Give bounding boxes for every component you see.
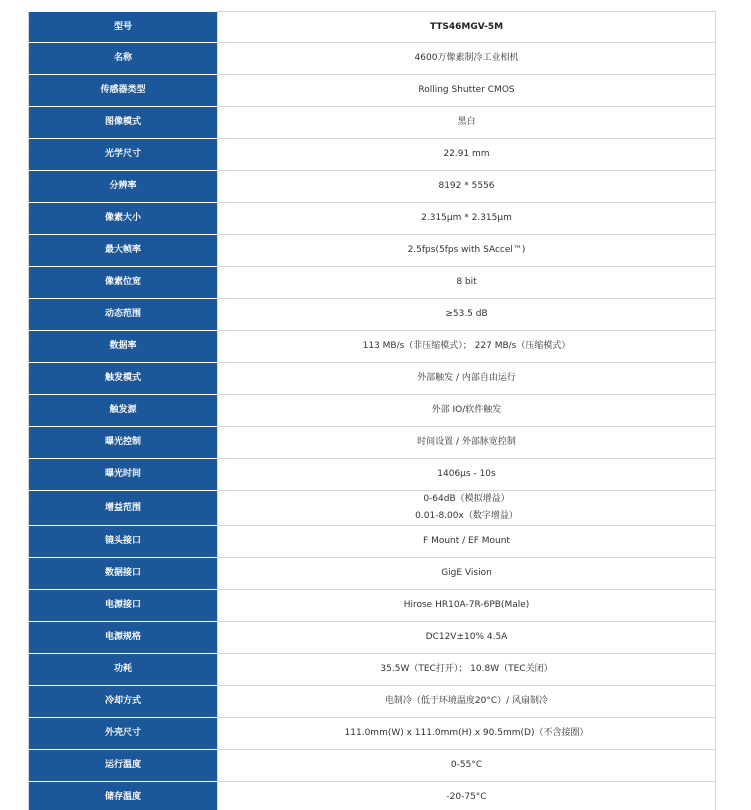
spec-value <box>218 363 716 395</box>
spec-row <box>29 622 716 654</box>
spec-value <box>218 203 716 235</box>
spec-value <box>218 459 716 491</box>
spec-row <box>29 491 716 526</box>
spec-table <box>28 11 716 810</box>
spec-value <box>218 526 716 558</box>
spec-label: 外壳尺寸 <box>29 718 218 750</box>
spec-label: 型号 <box>29 12 218 43</box>
spec-label: 最大帧率 <box>29 235 218 267</box>
spec-row <box>29 331 716 363</box>
spec-value-line: 111.0mm(W) x 111.0mm(H) x 90.5mm(D)（不含接圈） <box>344 728 589 738</box>
spec-value <box>218 491 716 526</box>
spec-value <box>218 299 716 331</box>
spec-value <box>218 395 716 427</box>
spec-row <box>29 750 716 782</box>
spec-value-line: 时间设置 / 外部脉宽控制 <box>417 437 516 447</box>
spec-row <box>29 590 716 622</box>
spec-row <box>29 299 716 331</box>
spec-label: 曝光时间 <box>29 459 218 491</box>
spec-value-line: -20-75°C <box>446 792 487 802</box>
spec-row <box>29 107 716 139</box>
spec-value-line: 黑白 <box>457 117 476 127</box>
spec-value-line: 外部触发 / 内部自由运行 <box>417 373 516 383</box>
spec-value-line: 113 MB/s（非压缩模式）； 227 MB/s（压缩模式） <box>362 341 571 351</box>
spec-label: 触发模式 <box>29 363 218 395</box>
spec-value-line: F Mount / EF Mount <box>423 536 510 546</box>
spec-value <box>218 139 716 171</box>
spec-row <box>29 363 716 395</box>
spec-label: 触发源 <box>29 395 218 427</box>
spec-row <box>29 459 716 491</box>
spec-row <box>29 235 716 267</box>
spec-label: 分辨率 <box>29 171 218 203</box>
spec-value <box>218 750 716 782</box>
spec-value <box>218 171 716 203</box>
spec-value-line: 0.01-8.00x（数字增益） <box>415 511 518 521</box>
spec-label: 功耗 <box>29 654 218 686</box>
spec-value-line: TTS46MGV-5M <box>429 21 504 32</box>
spec-row <box>29 267 716 299</box>
spec-label: 名称 <box>29 43 218 75</box>
spec-table-body <box>29 12 716 810</box>
spec-value <box>218 782 716 810</box>
spec-value <box>218 235 716 267</box>
spec-row <box>29 75 716 107</box>
spec-row <box>29 203 716 235</box>
spec-value <box>218 558 716 590</box>
spec-label: 数据率 <box>29 331 218 363</box>
spec-value-line: 8 bit <box>456 277 477 287</box>
spec-value <box>218 12 716 43</box>
spec-label: 曝光控制 <box>29 427 218 459</box>
spec-label: 电源规格 <box>29 622 218 654</box>
spec-value-line: 4600万像素制冷工业相机 <box>414 53 519 63</box>
spec-value <box>218 654 716 686</box>
spec-value-line: ≥53.5 dB <box>445 309 488 319</box>
spec-value <box>218 427 716 459</box>
spec-label: 像素位宽 <box>29 267 218 299</box>
spec-row <box>29 43 716 75</box>
spec-value <box>218 267 716 299</box>
spec-value-line: DC12V±10% 4.5A <box>425 632 508 642</box>
spec-label: 储存温度 <box>29 782 218 810</box>
spec-label: 运行温度 <box>29 750 218 782</box>
spec-row <box>29 427 716 459</box>
spec-value <box>218 590 716 622</box>
spec-label: 数据接口 <box>29 558 218 590</box>
spec-value-line: 0-64dB（模拟增益） <box>423 494 510 504</box>
spec-label: 光学尺寸 <box>29 139 218 171</box>
spec-value <box>218 107 716 139</box>
spec-value-line: Hirose HR10A-7R-6PB(Male) <box>403 600 530 610</box>
spec-label: 像素大小 <box>29 203 218 235</box>
spec-row <box>29 395 716 427</box>
spec-row <box>29 139 716 171</box>
spec-value <box>218 75 716 107</box>
spec-row <box>29 686 716 718</box>
spec-value-line: 2.5fps(5fps with SAccel™) <box>407 245 526 255</box>
spec-value <box>218 718 716 750</box>
spec-row <box>29 718 716 750</box>
spec-label: 冷却方式 <box>29 686 218 718</box>
spec-value <box>218 331 716 363</box>
spec-value-line: 22.91 mm <box>443 149 490 159</box>
spec-row <box>29 12 716 43</box>
spec-value-line: 2.315μm * 2.315μm <box>421 213 512 223</box>
spec-row <box>29 654 716 686</box>
spec-row <box>29 171 716 203</box>
spec-label: 镜头接口 <box>29 526 218 558</box>
spec-value <box>218 622 716 654</box>
spec-label: 传感器类型 <box>29 75 218 107</box>
spec-row <box>29 558 716 590</box>
spec-label: 图像模式 <box>29 107 218 139</box>
spec-label: 动态范围 <box>29 299 218 331</box>
spec-row <box>29 526 716 558</box>
spec-value <box>218 686 716 718</box>
spec-value-line: 外部 IO/软件触发 <box>431 405 502 415</box>
spec-label: 增益范围 <box>29 491 218 526</box>
spec-value-line: Rolling Shutter CMOS <box>418 85 515 95</box>
spec-value-line: 电制冷（低于环境温度20°C）/ 风扇制冷 <box>384 696 549 706</box>
spec-value-line: 1406μs - 10s <box>437 469 496 479</box>
spec-value-line: 0-55°C <box>450 760 483 770</box>
spec-label: 电源接口 <box>29 590 218 622</box>
spec-value-line: GigE Vision <box>441 568 492 578</box>
spec-value-line: 35.5W（TEC打开）； 10.8W（TEC关闭） <box>380 664 553 674</box>
spec-value <box>218 43 716 75</box>
spec-value-line: 8192 * 5556 <box>438 181 495 191</box>
spec-row <box>29 782 716 810</box>
